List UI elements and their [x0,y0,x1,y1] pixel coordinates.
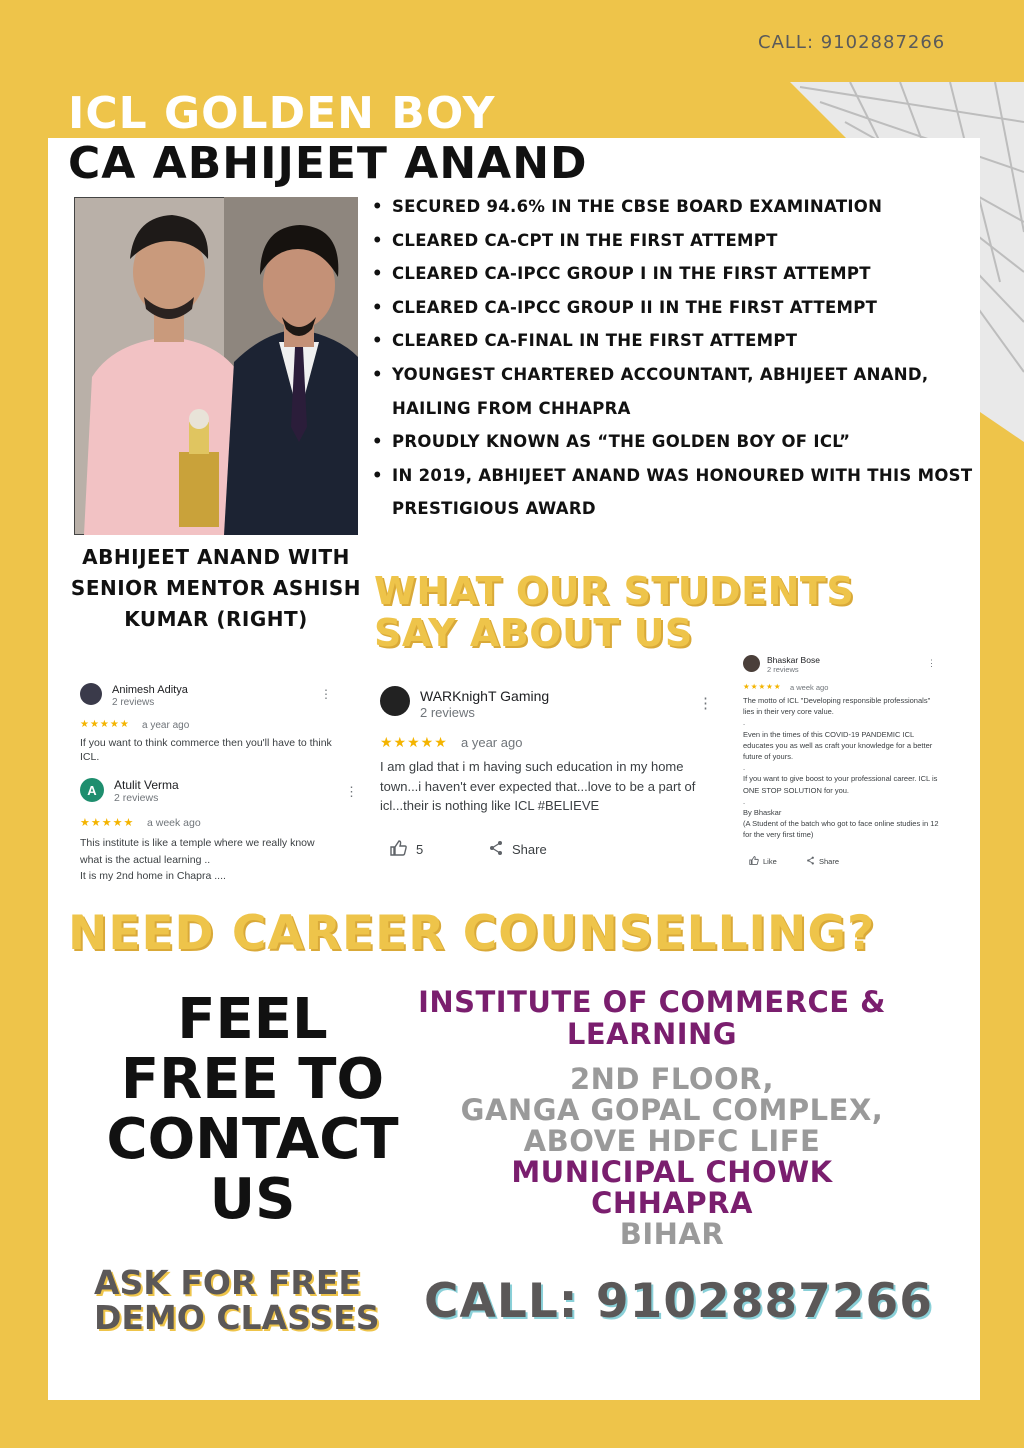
call-number[interactable]: CALL: 9102887266 [424,1274,933,1329]
review-text: The motto of ICL "Developing responsible professionals" lies in their very core value. . Even in the times of this COVID-19 PANDEMIC ICL educates you as well as craft your knowledge for a better future of yours. . If you want to give boost to your professional career. ICL is ONE STOP SOLUTION for you. . By Bhaskar (A Student of the batch who got to face online studies in 12 for the very first time) [743,696,939,840]
share-button[interactable] [806,856,839,867]
star-rating: ★★★★★ [80,719,130,730]
demo-classes-callout: ASK FOR FREE DEMO CLASSES [94,1263,380,1337]
avatar [743,655,760,672]
kebab-menu-icon[interactable]: ⋮ [320,687,332,701]
share-icon [806,856,815,867]
review-text: If you want to think commerce then you'll have to think ICL. [80,737,332,763]
achievement-item: • CLEARED CA-IPCC GROUP II IN THE FIRST ATTEMPT [372,291,982,325]
achievements-list [372,190,982,526]
award-photo [74,197,358,535]
bullet-icon: • [372,331,383,351]
review-time: a year ago [461,735,523,750]
bullet-icon: • [372,230,383,250]
bullet-icon: • [372,197,383,216]
kebab-menu-icon[interactable]: ⋮ [698,695,713,712]
like-button[interactable] [390,840,423,859]
bullet-icon: • [372,465,383,485]
review-time: a year ago [142,720,190,731]
achievement-item: • CLEARED CA-FINAL IN THE FIRST ATTEMPT [372,324,982,358]
bullet-icon: • [372,264,383,284]
testimonials-heading: WHAT OUR STUDENTS SAY ABOUT US [374,569,855,655]
bullet-icon: • [372,364,383,384]
reviewer-name[interactable]: Atulit Verma [114,778,179,792]
like-count: 5 [416,842,424,857]
review-text: This institute is like a temple where we really know what is the actual learning .. It is my 2nd home in Chapra .... [80,837,315,882]
star-rating: ★★★★★ [380,734,448,750]
achievement-item: • CLEARED CA-CPT IN THE FIRST ATTEMPT [372,224,982,258]
reviewer-name[interactable]: WARKnighT Gaming [420,688,550,704]
thumbs-up-icon [749,856,759,867]
like-label: Like [763,857,777,866]
review-time: a week ago [147,817,201,829]
counselling-heading: NEED CAREER COUNSELLING? [68,906,876,961]
thumbs-up-icon [390,840,407,859]
contact-callout: FEEL FREE TO CONTACT US [106,987,399,1232]
achievement-item: • SECURED 94.6% IN THE CBSE BOARD EXAMINATION [372,190,982,224]
review-count: 2 reviews [767,665,799,674]
achievement-item: • YOUNGEST CHARTERED ACCOUNTANT, ABHIJEET ANAND, HAILING FROM CHHAPRA [372,358,982,425]
achievement-item: • CLEARED CA-IPCC GROUP I IN THE FIRST ATTEMPT [372,257,982,291]
sup-title: ICL GOLDEN BOY [68,88,496,139]
page-title: CA ABHIJEET ANAND [68,138,588,189]
bullet-icon: • [372,432,383,452]
achievement-item: • PROUDLY KNOWN AS “THE GOLDEN BOY OF ICL” [372,425,982,459]
avatar: A [80,778,104,802]
share-label: Share [512,842,547,857]
share-label: Share [819,857,840,866]
share-button[interactable] [488,840,547,859]
achievement-item: • IN 2019, ABHIJEET ANAND WAS HONOURED WITH THIS MOST PRESTIGIOUS AWARD [372,459,982,526]
review-time: a week ago [790,683,829,692]
bullet-icon: • [372,297,383,317]
address-block: 2ND FLOOR, GANGA GOPAL COMPLEX, ABOVE HDFC LIFE MUNICIPAL CHOWK CHHAPRA BIHAR [460,1062,884,1251]
star-rating: ★★★★★ [743,682,782,691]
star-rating: ★★★★★ [80,817,135,829]
avatar [380,686,410,716]
review-text: I am glad that i m having such education in my home town...i haven't ever expected that...love to be a part of icl...their is nothing like ICL #BELIEVE [380,759,696,813]
review-count: 2 reviews [114,792,159,804]
review-count: 2 reviews [112,697,155,708]
reviewer-name[interactable]: Animesh Aditya [112,684,188,696]
kebab-menu-icon[interactable]: ⋮ [927,658,936,668]
institute-name: INSTITUTE OF COMMERCE & LEARNING [418,985,886,1051]
avatar [80,683,102,705]
kebab-menu-icon[interactable]: ⋮ [345,784,358,799]
reviewer-name[interactable]: Bhaskar Bose [767,655,820,665]
share-icon [488,840,504,859]
like-button[interactable] [749,856,777,867]
review-count: 2 reviews [420,705,475,720]
top-call-number: CALL: 9102887266 [758,32,946,53]
photo-caption: ABHIJEET ANAND WITH SENIOR MENTOR ASHISH KUMAR (RIGHT) [70,545,362,631]
